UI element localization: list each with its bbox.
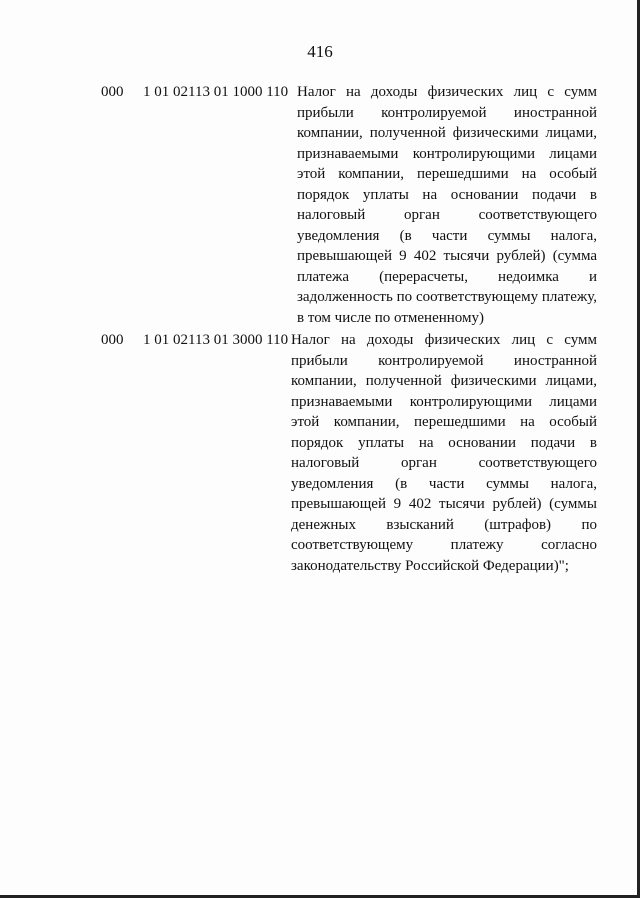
description-line: денежных взысканий (штрафов) по [291, 516, 597, 533]
description-line: этой компании, перешедшими на особый [291, 414, 597, 430]
description-line: порядок уплаты на основании подачи в [297, 186, 597, 203]
admin-code: 000 [101, 332, 124, 348]
income-description [291, 330, 597, 576]
description-line: соответствующему платежу согласно [291, 537, 597, 553]
description-line: уведомления (в части суммы налога, [297, 227, 597, 244]
description-line: законодательству Российской Федерации)"; [291, 557, 569, 574]
budget-classification-code: 1 01 02113 01 1000 110 [143, 84, 289, 100]
description-line: платежа (перерасчеты, недоимка и [297, 268, 597, 285]
budget-classification-code: 1 01 02113 01 3000 110 [143, 332, 289, 348]
description-line: превышающей 9 402 тысячи рублей) (сумма [297, 248, 597, 264]
description-line: этой компании, перешедшими на особый [297, 166, 597, 182]
description-line: налоговый орган соответствующего [291, 455, 597, 471]
description-line: превышающей 9 402 тысячи рублей) (суммы [291, 496, 597, 512]
description-line: прибыли контролируемой иностранной [291, 352, 597, 369]
description-line: в том числе по отмененному) [297, 309, 484, 326]
description-line: налоговый орган соответствующего [297, 207, 597, 223]
income-description [297, 82, 597, 328]
description-line: порядок уплаты на основании подачи в [291, 434, 597, 451]
description-line: компании, полученной физическими лицами, [297, 125, 597, 141]
description-line: признаваемыми контролирующими лицами [291, 393, 597, 410]
description-line: задолженность по соответствующему платежу, [297, 289, 597, 305]
description-line: уведомления (в части суммы налога, [291, 475, 597, 492]
admin-code: 000 [101, 84, 124, 100]
description-line: компании, полученной физическими лицами, [291, 373, 597, 389]
page-number: 416 [307, 42, 333, 61]
description-line: прибыли контролируемой иностранной [297, 104, 597, 121]
description-line: признаваемыми контролирующими лицами [297, 145, 597, 162]
description-line: Налог на доходы физических лиц с сумм [291, 332, 597, 348]
description-line: Налог на доходы физических лиц с сумм [297, 84, 597, 100]
